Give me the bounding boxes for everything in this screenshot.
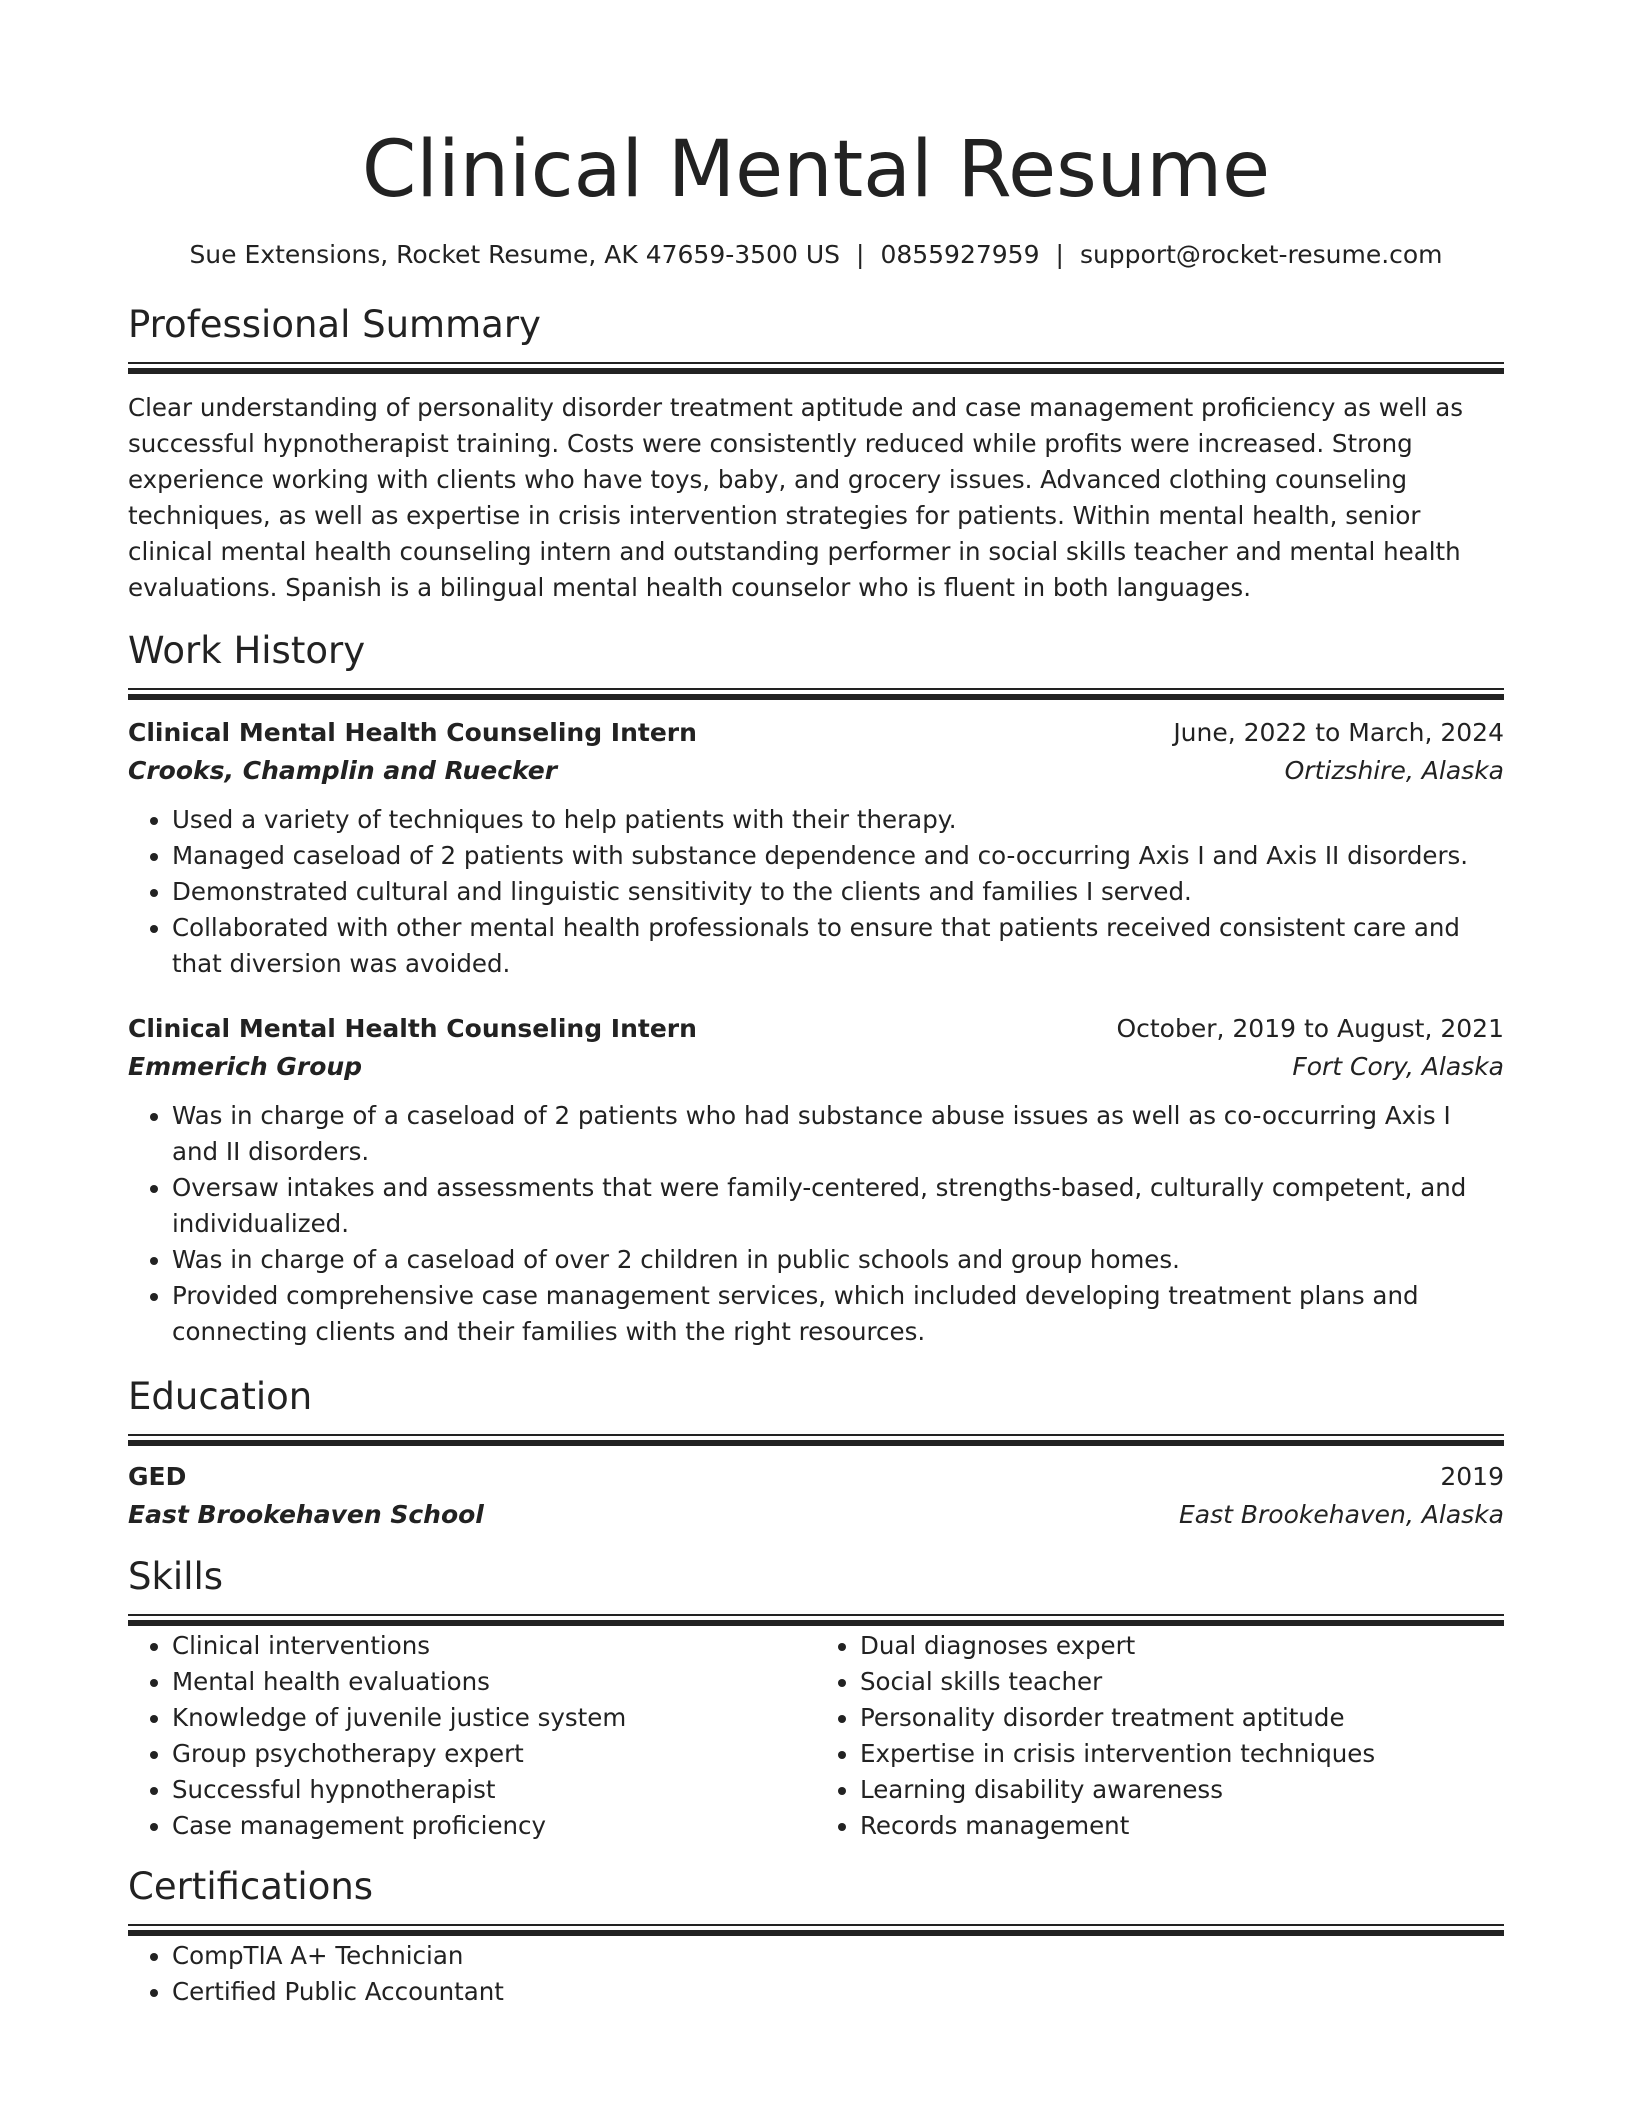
job-header-row: [128, 714, 1504, 752]
section-divider: [128, 1924, 1504, 1926]
contact-email[interactable]: support@rocket-resume.com: [1079, 240, 1443, 269]
job-title: Clinical Mental Health Counseling Intern: [128, 718, 697, 747]
skill-item: • Clinical interventions: [172, 1628, 816, 1664]
skill-item: • Case management proficiency: [172, 1808, 816, 1844]
contact-phone: 0855927959: [880, 240, 1040, 269]
contact-separator: |: [856, 240, 865, 269]
education-degree: GED: [128, 1462, 187, 1491]
summary-section: [128, 302, 1504, 606]
education-entry: [128, 1458, 1504, 1534]
job-entry: [128, 714, 1504, 982]
section-divider: [128, 1434, 1504, 1436]
job-bullet: • Used a variety of techniques to help patients with their therapy.: [172, 802, 1504, 838]
skills-list-right: [816, 1628, 1504, 1844]
contact-separator: |: [1055, 240, 1064, 269]
section-divider: [128, 688, 1504, 690]
job-entry: [128, 1010, 1504, 1350]
skill-item: • Social skills teacher: [860, 1664, 1504, 1700]
contact-line: [128, 238, 1504, 272]
skills-section: [128, 1554, 1504, 1844]
skill-item: • Successful hypnotherapist: [172, 1772, 816, 1808]
certification-item: • CompTIA A+ Technician: [172, 1938, 1504, 1974]
education-location: East Brookehaven, Alaska: [1178, 1500, 1504, 1529]
certifications-section: [128, 1864, 1504, 2010]
section-heading-certifications: Certifications: [128, 1865, 374, 1908]
skills-list-left: [128, 1628, 816, 1844]
skill-item: • Personality disorder treatment aptitude: [860, 1700, 1504, 1736]
job-header-row: [128, 1010, 1504, 1048]
job-company: Emmerich Group: [128, 1052, 363, 1081]
job-title: Clinical Mental Health Counseling Intern: [128, 1014, 697, 1043]
job-location: Fort Cory, Alaska: [1292, 1052, 1504, 1081]
section-heading-education: Education: [128, 1375, 313, 1418]
job-bullet: • Oversaw intakes and assessments that were family-centered, strengths-based, culturally competent, and individualized.: [172, 1170, 1504, 1242]
certification-item: • Certified Public Accountant: [172, 1974, 1504, 2010]
education-header-row: [128, 1458, 1504, 1496]
job-bullet: • Provided comprehensive case management services, which included developing treatment plans and connecting clients and their families with the right resources.: [172, 1278, 1504, 1350]
skill-item: • Learning disability awareness: [860, 1772, 1504, 1808]
skills-grid: [128, 1628, 1504, 1844]
section-heading-summary: Professional Summary: [128, 303, 541, 346]
skill-item: • Group psychotherapy expert: [172, 1736, 816, 1772]
section-divider: [128, 1614, 1504, 1616]
skill-item: • Mental health evaluations: [172, 1664, 816, 1700]
section-divider: [128, 362, 1504, 364]
job-company: Crooks, Champlin and Ruecker: [128, 756, 558, 785]
education-school: East Brookehaven School: [128, 1500, 484, 1529]
skill-item: • Records management: [860, 1808, 1504, 1844]
job-dates: October, 2019 to August, 2021: [1116, 1014, 1504, 1043]
skill-item: • Dual diagnoses expert: [860, 1628, 1504, 1664]
education-section: [128, 1374, 1504, 1534]
education-school-row: [128, 1496, 1504, 1534]
job-company-row: [128, 1048, 1504, 1086]
skill-item: • Expertise in crisis intervention techniques: [860, 1736, 1504, 1772]
job-bullet: • Was in charge of a caseload of 2 patients who had substance abuse issues as well as co-occurring Axis I and II disorders.: [172, 1098, 1504, 1170]
job-company-row: [128, 752, 1504, 790]
resume-title: Clinical Mental Resume: [361, 125, 1271, 215]
skill-item: • Knowledge of juvenile justice system: [172, 1700, 816, 1736]
job-bullet: • Demonstrated cultural and linguistic sensitivity to the clients and families I served.: [172, 874, 1504, 910]
job-bullet: • Was in charge of a caseload of over 2 children in public schools and group homes.: [172, 1242, 1504, 1278]
contact-address: Sue Extensions, Rocket Resume, AK 47659-3500 US: [189, 240, 840, 269]
job-dates: June, 2022 to March, 2024: [1173, 718, 1504, 747]
job-bullet: • Managed caseload of 2 patients with substance dependence and co-occurring Axis I and Axis II disorders.: [172, 838, 1504, 874]
job-location: Ortizshire, Alaska: [1284, 756, 1504, 785]
section-heading-work: Work History: [128, 629, 366, 672]
certifications-list: [128, 1938, 1504, 2010]
summary-text: Clear understanding of personality disorder treatment aptitude and case management proficiency as well as successful hypnotherapist training. Costs were consistently reduced while profits were increased. Strong experience working with clients who have toys, baby, and grocery issues. Advanced clothing counseling techniques, as well as expertise in crisis intervention strategies for patients. Within mental health, senior clinical mental health counseling intern and outstanding performer in social skills teacher and mental health evaluations. Spanish is a bilingual mental health counselor who is fluent in both languages.: [128, 393, 1464, 602]
job-bullets: [128, 1098, 1504, 1350]
job-bullet: • Collaborated with other mental health professionals to ensure that patients received consistent care and that diversion was avoided.: [172, 910, 1504, 982]
job-bullets: [128, 802, 1504, 982]
education-year: 2019: [1440, 1462, 1504, 1491]
section-heading-skills: Skills: [128, 1555, 224, 1598]
work-history-section: [128, 628, 1504, 1350]
